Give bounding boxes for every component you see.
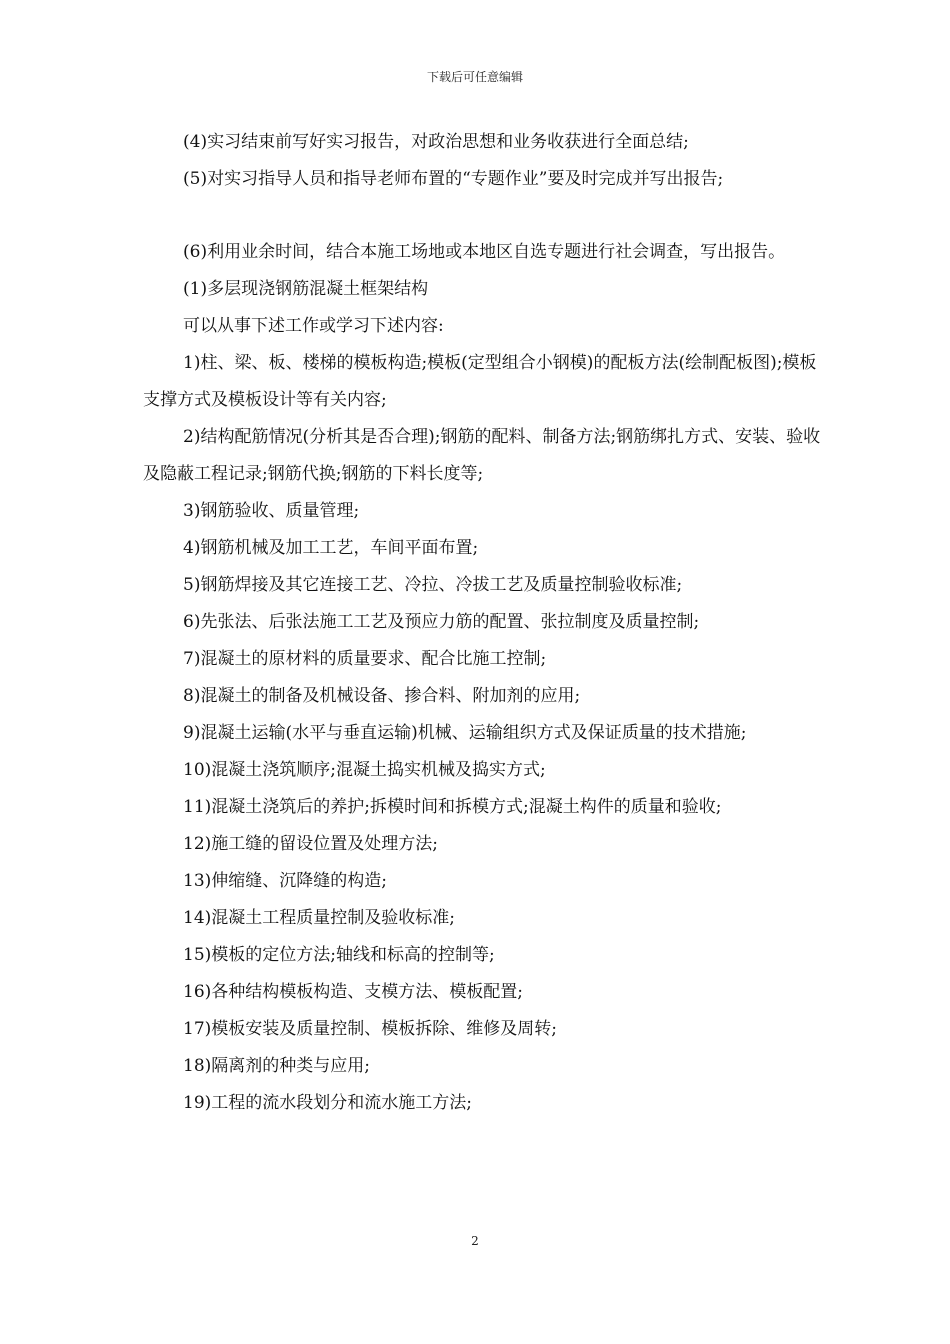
- list-item: 1)柱、梁、板、楼梯的模板构造;模板(定型组合小钢模)的配板方法(绘制配板图);模板支撑方式及模板设计等有关内容;: [143, 353, 817, 410]
- list-item: 8)混凝土的制备及机械设备、掺合料、附加剂的应用;: [183, 686, 581, 706]
- paragraph: (4)实习结束前写好实习报告，对政治思想和业务收获进行全面总结;: [183, 132, 689, 152]
- paragraph: (6)利用业余时间，结合本施工场地或本地区自选专题进行社会调查，写出报告。: [183, 242, 786, 262]
- list-item: 17)模板安装及质量控制、模板拆除、维修及周转;: [183, 1019, 557, 1039]
- list-item: 9)混凝土运输(水平与垂直运输)机械、运输组织方式及保证质量的技术措施;: [183, 723, 747, 743]
- paragraph: (5)对实习指导人员和指导老师布置的“专题作业”要及时完成并写出报告;: [183, 169, 724, 189]
- list-item: 11)混凝土浇筑后的养护;拆模时间和拆模方式;混凝土构件的质量和验收;: [183, 797, 722, 817]
- list-item: 10)混凝土浇筑顺序;混凝土捣实机械及捣实方式;: [183, 760, 546, 780]
- paragraph: 可以从事下述工作或学习下述内容:: [183, 316, 444, 336]
- list-item: 15)模板的定位方法;轴线和标高的控制等;: [183, 945, 495, 965]
- list-item: 18)隔离剂的种类与应用;: [183, 1056, 370, 1076]
- list-item: 12)施工缝的留设位置及处理方法;: [183, 834, 438, 854]
- section-heading: (1)多层现浇钢筋混凝土框架结构: [183, 279, 429, 299]
- page-header: 下载后可任意编辑: [426, 70, 523, 84]
- list-item: 3)钢筋验收、质量管理;: [183, 501, 360, 521]
- list-item: 6)先张法、后张法施工工艺及预应力筋的配置、张拉制度及质量控制;: [183, 612, 700, 632]
- list-item: 14)混凝土工程质量控制及验收标准;: [183, 908, 455, 928]
- list-item: 16)各种结构模板构造、支模方法、模板配置;: [183, 982, 523, 1002]
- document-body: [143, 124, 823, 1122]
- page-number: 2: [471, 1234, 479, 1248]
- list-item: 13)伸缩缝、沉降缝的构造;: [183, 871, 387, 891]
- list-item: 4)钢筋机械及加工工艺，车间平面布置;: [183, 538, 479, 558]
- list-item: 5)钢筋焊接及其它连接工艺、冷拉、冷拔工艺及质量控制验收标准;: [183, 575, 683, 595]
- list-item: 2)结构配筋情况(分析其是否合理);钢筋的配料、制备方法;钢筋绑扎方式、安装、验收及隐蔽工程记录;钢筋代换;钢筋的下料长度等;: [143, 427, 821, 484]
- list-item: 19)工程的流水段划分和流水施工方法;: [183, 1093, 472, 1113]
- list-item: 7)混凝土的原材料的质量要求、配合比施工控制;: [183, 649, 547, 669]
